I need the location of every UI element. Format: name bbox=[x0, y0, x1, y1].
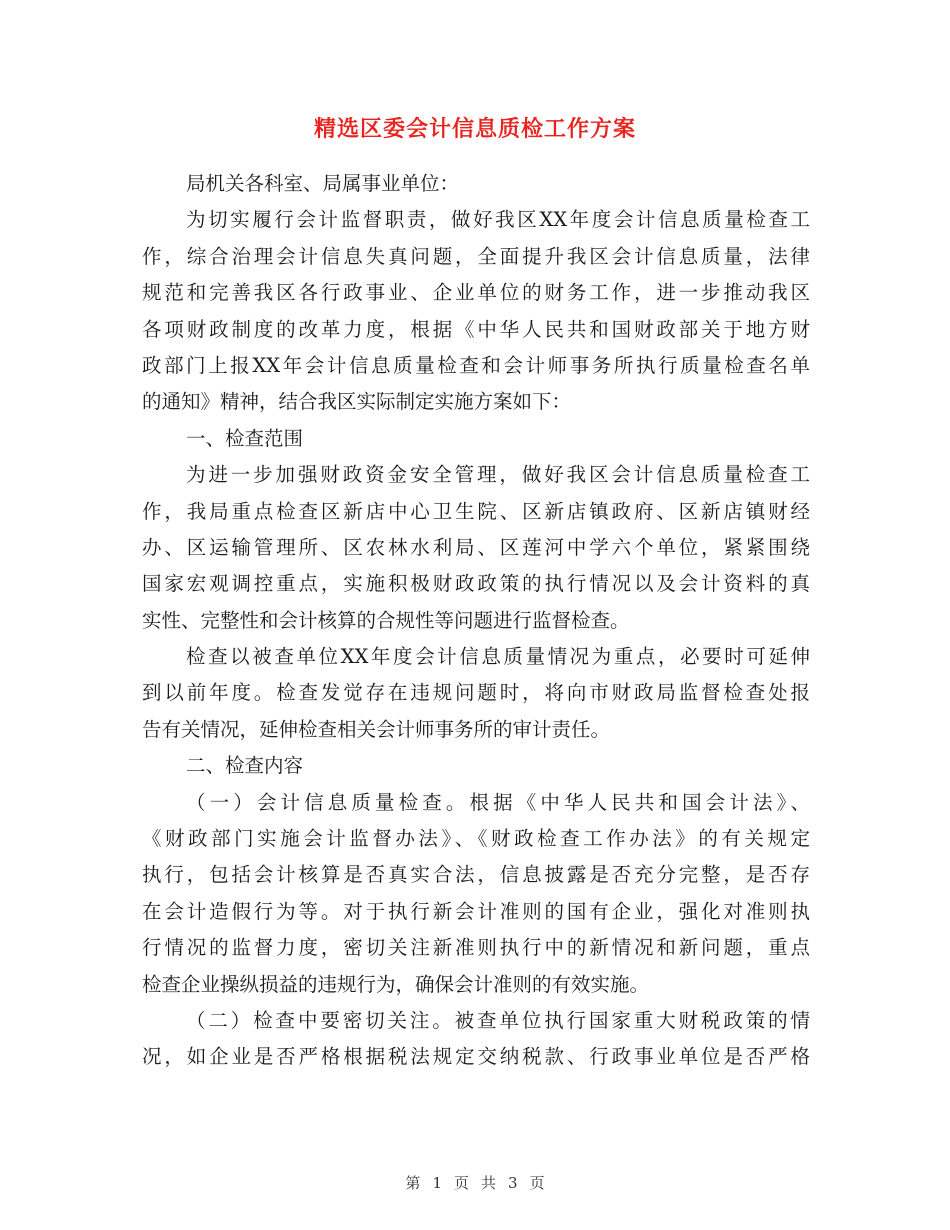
paragraph-line: 规范和完善我区各行政事业、企业单位的财务工作，进一步推动我区 bbox=[142, 281, 810, 305]
paragraph-line: 检查以被查单位XX年度会计信息质量情况为重点，必要时可延伸 bbox=[186, 645, 810, 669]
paragraph-line: 政部门上报XX年会计信息质量检查和会计师事务所执行质量检查名单 bbox=[142, 353, 810, 377]
paragraph-line: 告有关情况，延伸检查相关会计师事务所的审计责任。 bbox=[142, 717, 611, 741]
section-heading: 一、检查范围 bbox=[186, 426, 304, 450]
paragraph-line: 作，我局重点检查区新店中心卫生院、区新店镇政府、区新店镇财经 bbox=[142, 499, 810, 523]
paragraph-line: 为进一步加强财政资金安全管理，做好我区会计信息质量检查工 bbox=[186, 463, 810, 487]
paragraph-line: 检查企业操纵损益的违规行为，确保会计准则的有效实施。 bbox=[142, 972, 650, 996]
paragraph-line: 作，综合治理会计信息失真问题，全面提升我区会计信息质量，法律 bbox=[142, 244, 810, 268]
section-heading: 二、检查内容 bbox=[186, 754, 304, 778]
paragraph-line: （二）检查中要密切关注。被查单位执行国家重大财税政策的情 bbox=[186, 1008, 810, 1032]
page-label-prefix: 第 bbox=[405, 1174, 421, 1192]
salutation-line: 局机关各科室、局属事业单位： bbox=[186, 172, 460, 195]
document-body bbox=[142, 166, 810, 1076]
paragraph-line: 的通知》精神，结合我区实际制定实施方案如下： bbox=[142, 390, 572, 414]
paragraph-line: 各项财政制度的改革力度，根据《中华人民共和国财政部关于地方财 bbox=[142, 317, 810, 341]
paragraph-line: 办、区运输管理所、区农林水利局、区莲河中学六个单位，紧紧围绕 bbox=[142, 535, 810, 559]
page-footer bbox=[0, 1172, 950, 1193]
paragraph-line: 执行，包括会计核算是否真实合法，信息披露是否充分完整，是否存 bbox=[142, 863, 810, 887]
page-label-suffix: 页 bbox=[529, 1174, 545, 1192]
page-label-total-prefix: 共 bbox=[481, 1174, 497, 1192]
paragraph-line: 为切实履行会计监督职责，做好我区XX年度会计信息质量检查工 bbox=[186, 208, 810, 232]
paragraph-line: 况，如企业是否严格根据税法规定交纳税款、行政事业单位是否严格 bbox=[142, 1045, 810, 1069]
paragraph-line: 到以前年度。检查发觉存在违规问题时，将向市财政局监督检查处报 bbox=[142, 681, 810, 705]
paragraph-line: 《财政部门实施会计监督办法》、《财政检查工作办法》的有关规定 bbox=[142, 827, 810, 851]
page-total-number: 3 bbox=[508, 1174, 518, 1192]
paragraph-line: 行情况的监督力度，密切关注新准则执行中的新情况和新问题，重点 bbox=[142, 936, 810, 960]
paragraph-line: （一）会计信息质量检查。根据《中华人民共和国会计法》、 bbox=[186, 790, 810, 814]
page-current-number: 1 bbox=[432, 1174, 442, 1192]
paragraph-line: 在会计造假行为等。对于执行新会计准则的国有企业，强化对准则执 bbox=[142, 899, 810, 923]
paragraph-line: 实性、完整性和会计核算的合规性等问题进行监督检查。 bbox=[142, 608, 630, 632]
page-label-mid: 页 bbox=[453, 1174, 469, 1192]
document-title: 精选区委会计信息质检工作方案 bbox=[313, 117, 636, 142]
paragraph-line: 国家宏观调控重点，实施积极财政政策的执行情况以及会计资料的真 bbox=[142, 572, 810, 596]
